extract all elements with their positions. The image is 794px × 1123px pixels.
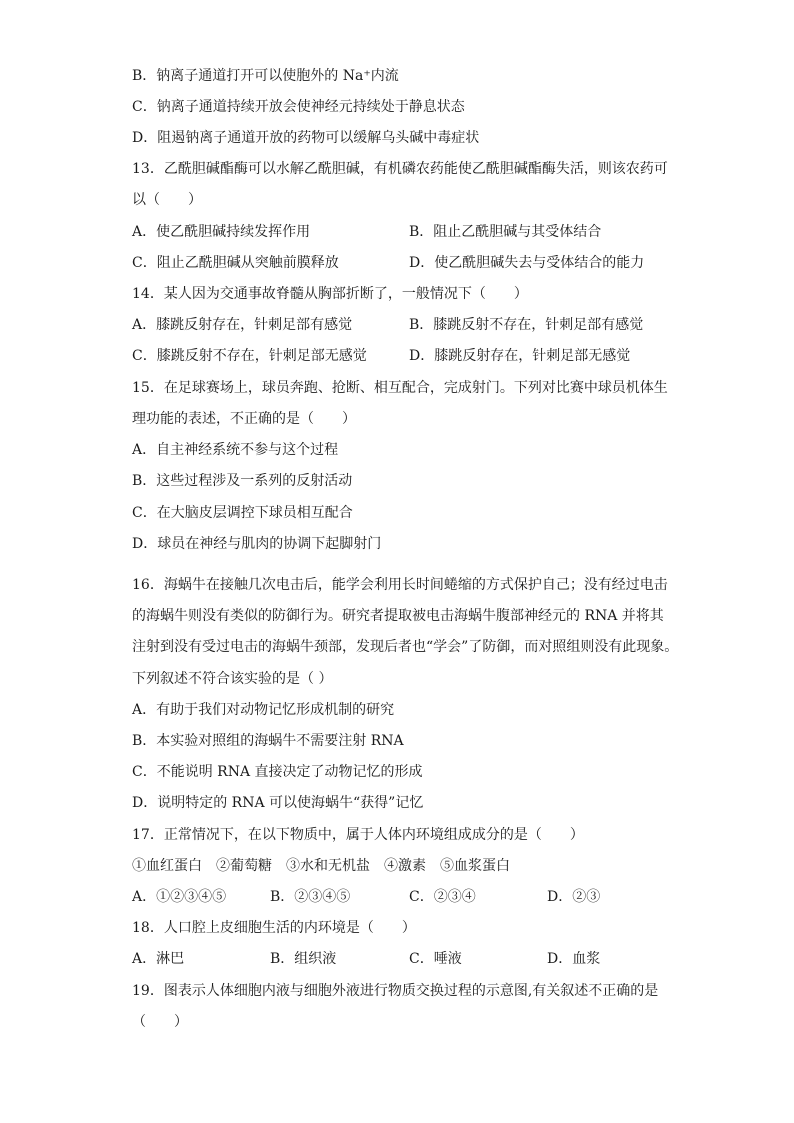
q17-option-b: B．②③④⑤ [270, 889, 351, 905]
q14-option-row1 [132, 315, 644, 335]
q16-option-b: B．本实验对照组的海蜗牛不需要注射 RNA [132, 733, 404, 749]
q19-stem-line1: 19．图表示人体细胞内液与细胞外液进行物质交换过程的示意图,有关叙述不正确的是 [132, 983, 659, 999]
q16-option-d: D．说明特定的 RNA 可以使海蜗牛“获得”记忆 [132, 795, 424, 811]
q16-stem-line4: 下列叙述不符合该实验的是（ ） [132, 671, 333, 687]
q13-option-row2 [132, 253, 645, 273]
q12-option-d: D．阻遏钠离子通道开放的药物可以缓解乌头碱中毒症状 [132, 130, 480, 146]
q14-option-a: A．膝跳反射存在，针刺足部有感觉 [132, 317, 353, 333]
q14-stem: 14．某人因为交通事故脊髓从胸部折断了，一般情况下（ ） [132, 286, 528, 302]
q18-option-row [132, 949, 601, 969]
q15-option-c: C．在大脑皮层调控下球员相互配合 [132, 505, 353, 521]
q17-option-c: C．②③④ [409, 889, 476, 905]
q15-stem-line2: 理功能的表述，不正确的是（ ） [132, 411, 356, 427]
q17-option-d: D．②③ [547, 889, 601, 905]
q19-stem-line2: （ ） [132, 1014, 188, 1030]
q13-stem-line2: 以（ ） [132, 192, 202, 208]
q12-option-b: B．钠离子通道打开可以使胞外的 Na⁺内流 [132, 68, 399, 84]
q13-stem-line1: 13．乙酰胆碱酯酶可以水解乙酰胆碱，有机磷农药能使乙酰胆碱酯酶失活，则该农药可 [132, 161, 668, 177]
q13-option-d: D．使乙酰胆碱失去与受体结合的能力 [409, 255, 645, 271]
q16-option-c: C．不能说明 RNA 直接决定了动物记忆的形成 [132, 764, 423, 780]
q18-option-a: A．淋巴 [132, 951, 185, 967]
q15-stem-line1: 15．在足球赛场上，球员奔跑、抢断、相互配合，完成射门。下列对比赛中球员机体生 [132, 380, 668, 396]
q18-option-b: B．组织液 [270, 951, 337, 967]
q12-option-c: C．钠离子通道持续开放会使神经元持续处于静息状态 [132, 99, 465, 115]
q13-option-c: C．阻止乙酰胆碱从突触前膜释放 [132, 255, 339, 271]
q16-stem-line3: 注射到没有受过电击的海蜗牛颈部，发现后者也“学会”了防御，而对照组则没有此现象。 [132, 639, 679, 655]
q18-option-c: C．唾液 [409, 951, 462, 967]
q17-option-a: A．①②③④⑤ [132, 889, 227, 905]
q17-items: ①血红蛋白 ②葡萄糖 ③水和无机盐 ④激素 ⑤血浆蛋白 [132, 858, 510, 874]
q18-stem: 18．人口腔上皮细胞生活的内环境是（ ） [132, 920, 416, 936]
q13-option-b: B．阻止乙酰胆碱与其受体结合 [409, 224, 602, 240]
q13-option-row1 [132, 222, 602, 242]
q14-option-d: D．膝跳反射存在，针刺足部无感觉 [409, 348, 631, 364]
q17-stem: 17．正常情况下，在以下物质中，属于人体内环境组成成分的是（ ） [132, 827, 584, 843]
q13-option-a: A．使乙酰胆碱持续发挥作用 [132, 224, 311, 240]
q14-option-c: C．膝跳反射不存在，针刺足部无感觉 [132, 348, 367, 364]
q15-option-b: B．这些过程涉及一系列的反射活动 [132, 473, 353, 489]
q14-option-b: B．膝跳反射不存在，针刺足部有感觉 [409, 317, 644, 333]
q15-option-d: D．球员在神经与肌肉的协调下起脚射门 [132, 536, 382, 552]
q16-stem-line2: 的海蜗牛则没有类似的防御行为。研究者提取被电击海蜗牛腹部神经元的 RNA 并将其 [132, 608, 664, 624]
q16-stem-line1: 16．海蜗牛在接触几次电击后，能学会利用长时间蜷缩的方式保护自己；没有经过电击 [132, 577, 668, 593]
q17-option-row [132, 887, 601, 907]
q14-option-row2 [132, 346, 631, 366]
q18-option-d: D．血浆 [547, 951, 601, 967]
q15-option-a: A．自主神经系统不参与这个过程 [132, 442, 339, 458]
q16-option-a: A．有助于我们对动物记忆形成机制的研究 [132, 702, 395, 718]
